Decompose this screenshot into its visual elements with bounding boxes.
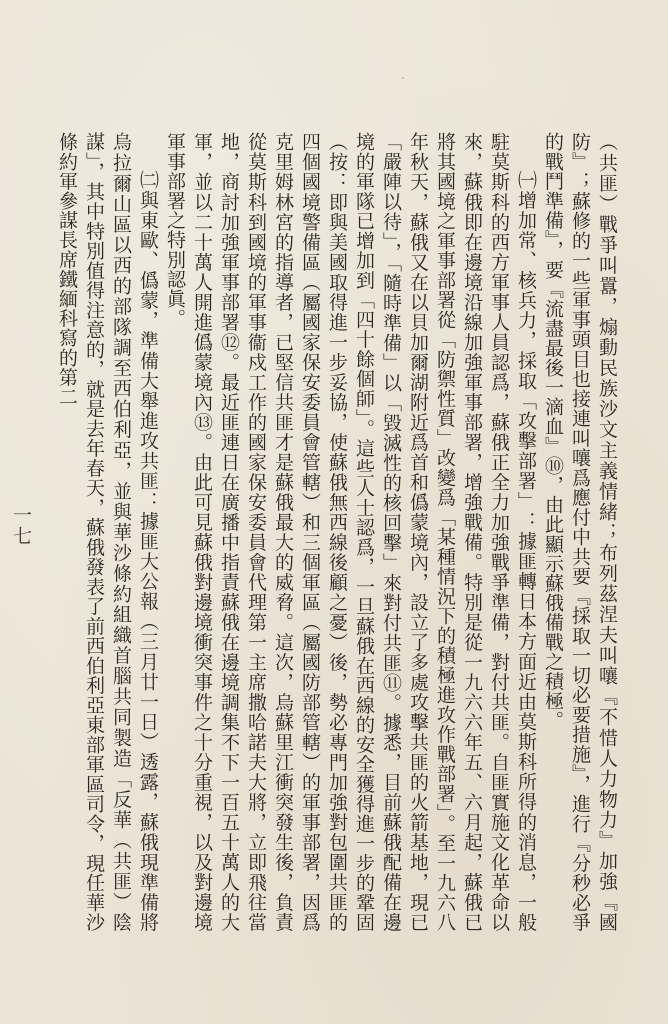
paper-speck [210,468,212,470]
paragraph-section-2: ㈡與東歐、僞蒙，準備大舉進攻共匪：據匪大公報（三月廿一日）透露，蘇俄現準備將烏拉爾山區以西的部隊調至西伯利亞，並與華沙條約組織首腦共同製造「反華（共匪）陰謀」，其中特別值得注意的，就是去年春天，蘇俄發表了前西伯利亞東部軍區司令，現任華沙條約軍參謀長席鐵緬科寫的第二 [56,132,159,932]
paper-speck [402,77,404,79]
vertical-text-body [56,132,620,932]
paragraph-intro: （共匪）戰爭叫囂，煽動民族沙文主義情緒；布列茲涅夫叫嚷『不惜人力物力』加強『國防』；蘇修的一些軍事頭目也接連叫嚷爲應付中共要『採取一切必要措施』，進行『分秒必爭的戰鬥準備』，要『流盡最後一滴血』⑩，由此顯示蘇俄備戰之積極。 [542,132,618,932]
paper-speck [95,860,98,863]
page-number: 一七 [10,505,32,547]
paragraph-section-1: ㈠增加常、核兵力，採取「攻擊部署」：據匪轉日本方面近由莫斯科所得的消息，一般駐莫斯科的西方軍事人員認爲，蘇俄正全力加強戰爭準備，對付共匪。自匪實施文化革命以來，蘇俄即在邊境沿線加強軍事部署，增強戰備。特別是從一九六六年五、六月起，蘇俄已將其國境之軍事部署從「防禦性質」改變爲「某種情況下的積極進攻作戰部署」。至一九六八年秋天，蘇俄又在以貝加爾湖附近爲首和僞蒙境內，設立了多處攻擊共匪的火箭基地，現已「嚴陣以待」，「隨時準備」以「毀滅性的核回擊」來對付共匪⑪。據悉，目前蘇俄配備在邊境的軍隊已增加到「四十餘個師」。這些人士認爲，一旦蘇俄在西線的安全獲得進一步的鞏固（按：即與美國取得進一步妥協，使蘇俄無西線後顧之憂）後，勢必專門加強對包圍共匪的四個國境警備區（屬國家保安委員會管轄）和三個軍區（屬國防部管轄）的軍事部署，因爲克里姆林宮的指導者，已堅信共匪才是蘇俄最大的威脅。這次，烏蘇里江衝突發生後，負責從莫斯科到國境的軍事衞戍工作的國家保安委員會代理第一主席撒哈諾夫大將，立即飛往當地，商討加強軍事部署⑫。最近匪連日在廣播中指責蘇俄在邊境調集不下一百五十萬人的大軍，並以二十萬人開進僞蒙境內⑬。由此可見蘇俄對邊境衝突事件之十分重視，以及對邊境軍事部署之特別認眞。 [164,132,537,932]
